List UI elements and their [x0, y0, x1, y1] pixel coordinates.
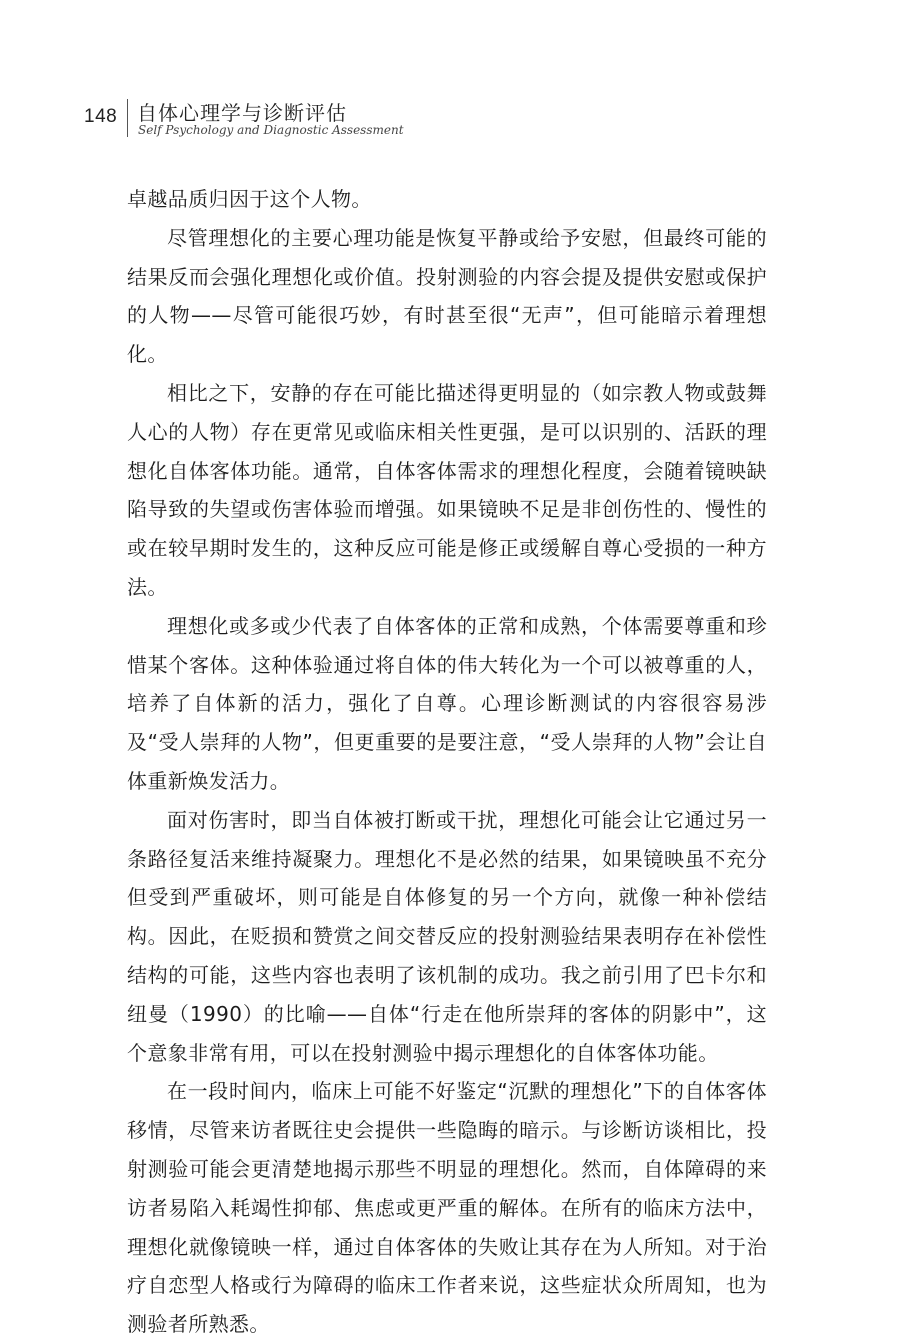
- book-title: 自体心理学与诊断评估: [137, 101, 347, 125]
- page-number: 148: [84, 106, 118, 127]
- paragraph: 理想化或多或少代表了自体客体的正常和成熟，个体需要尊重和珍惜某个客体。这种体验通过将自体的伟大转化为一个可以被尊重的人，培养了自体新的活力，强化了自尊。心理诊断测试的内容很容易涉及“受人崇拜的人物”，但更重要的是要注意，“受人崇拜的人物”会让自体重新焕发活力。: [127, 613, 767, 793]
- paragraph: 相比之下，安静的存在可能比描述得更明显的（如宗教人物或鼓舞人心的人物）存在更常见或临床相关性更强，是可以识别的、活跃的理想化自体客体功能。通常，自体客体需求的理想化程度，会随着镜映缺陷导致的失望或伤害体验而增强。如果镜映不足是非创伤性的、慢性的或在较早期时发生的，这种反应可能是修正或缓解自尊心受损的一种方法。: [127, 380, 767, 599]
- paragraph-continued: 卓越品质归因于这个人物。: [127, 187, 372, 211]
- paragraph: 面对伤害时，即当自体被打断或干扰，理想化可能会让它通过另一条路径复活来维持凝聚力。理想化不是必然的结果，如果镜映虽不充分但受到严重破坏，则可能是自体修复的另一个方向，就像一种补偿结构。因此，在贬损和赞赏之间交替反应的投射测验结果表明存在补偿性结构的可能，这些内容也表明了该机制的成功。我之前引用了巴卡尔和纽曼（1990）的比喻——自体“行走在他所崇拜的客体的阴影中”，这个意象非常有用，可以在投射测验中揭示理想化的自体客体功能。: [127, 807, 767, 1065]
- book-subtitle: Self Psychology and Diagnostic Assessment: [138, 123, 404, 137]
- header-divider: [127, 99, 128, 137]
- body-text: [127, 180, 767, 1344]
- paragraph: 在一段时间内，临床上可能不好鉴定“沉默的理想化”下的自体客体移情，尽管来访者既往史会提供一些隐晦的暗示。与诊断访谈相比，投射测验可能会更清楚地揭示那些不明显的理想化。然而，自体障碍的来访者易陷入耗竭性抑郁、焦虑或更严重的解体。在所有的临床方法中，理想化就像镜映一样，通过自体客体的失败让其存在为人所知。对于治疗自恋型人格或行为障碍的临床工作者来说，这些症状众所周知，也为测验者所熟悉。: [127, 1079, 767, 1337]
- running-header: [0, 0, 900, 150]
- paragraph: 尽管理想化的主要心理功能是恢复平静或给予安慰，但最终可能的结果反而会强化理想化或价值。投射测验的内容会提及提供安慰或保护的人物——尽管可能很巧妙，有时甚至很“无声”，但可能暗示着理想化。: [127, 225, 767, 367]
